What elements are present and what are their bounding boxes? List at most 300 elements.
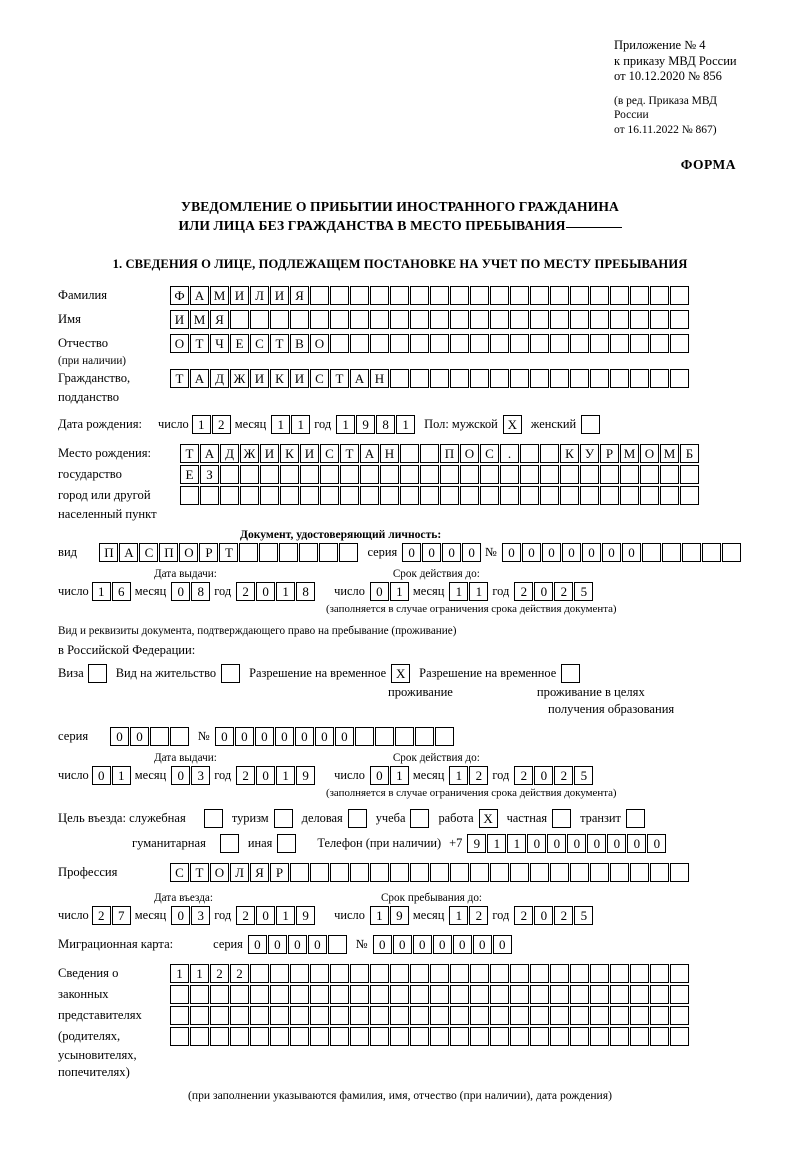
char-box[interactable]: 1 xyxy=(92,582,111,601)
char-box[interactable] xyxy=(220,834,239,853)
char-box[interactable] xyxy=(600,486,619,505)
char-box[interactable]: 9 xyxy=(296,906,315,925)
identity-kind-boxes[interactable] xyxy=(99,543,359,562)
char-box[interactable] xyxy=(400,486,419,505)
char-box[interactable]: 0 xyxy=(622,543,641,562)
char-box[interactable]: 0 xyxy=(370,582,389,601)
char-box[interactable]: А xyxy=(200,444,219,463)
char-box[interactable] xyxy=(259,543,278,562)
char-box[interactable]: 2 xyxy=(554,766,573,785)
identity-valid-month-boxes[interactable] xyxy=(449,582,489,601)
char-box[interactable] xyxy=(330,286,349,305)
char-box[interactable] xyxy=(460,465,479,484)
char-box[interactable] xyxy=(570,369,589,388)
char-box[interactable]: 0 xyxy=(288,935,307,954)
char-box[interactable]: 0 xyxy=(171,582,190,601)
profession-boxes[interactable] xyxy=(170,863,690,882)
char-box[interactable] xyxy=(310,1006,329,1025)
birthplace-boxes-row-3[interactable] xyxy=(180,486,700,505)
char-box[interactable] xyxy=(550,863,569,882)
patronymic-boxes[interactable] xyxy=(170,334,690,353)
char-box[interactable] xyxy=(610,964,629,983)
char-box[interactable] xyxy=(300,465,319,484)
char-box[interactable]: 1 xyxy=(276,766,295,785)
char-box[interactable] xyxy=(500,486,519,505)
char-box[interactable]: 1 xyxy=(271,415,290,434)
char-box[interactable] xyxy=(722,543,741,562)
char-box[interactable]: 1 xyxy=(276,906,295,925)
char-box[interactable] xyxy=(450,1027,469,1046)
char-box[interactable] xyxy=(360,486,379,505)
char-box[interactable] xyxy=(230,310,249,329)
char-box[interactable] xyxy=(630,310,649,329)
char-box[interactable] xyxy=(450,286,469,305)
permit-number-boxes[interactable] xyxy=(215,727,455,746)
char-box[interactable]: М xyxy=(620,444,639,463)
char-box[interactable]: 2 xyxy=(469,766,488,785)
char-box[interactable]: У xyxy=(580,444,599,463)
char-box[interactable]: Н xyxy=(380,444,399,463)
char-box[interactable] xyxy=(662,543,681,562)
char-box[interactable] xyxy=(590,863,609,882)
char-box[interactable]: Б xyxy=(680,444,699,463)
char-box[interactable] xyxy=(221,664,240,683)
char-box[interactable] xyxy=(590,964,609,983)
char-box[interactable]: П xyxy=(440,444,459,463)
char-box[interactable]: К xyxy=(560,444,579,463)
char-box[interactable]: С xyxy=(250,334,269,353)
char-box[interactable]: 0 xyxy=(422,543,441,562)
char-box[interactable]: 0 xyxy=(268,935,287,954)
char-box[interactable]: Я xyxy=(210,310,229,329)
char-box[interactable] xyxy=(510,985,529,1004)
char-box[interactable] xyxy=(460,486,479,505)
char-box[interactable]: 2 xyxy=(212,415,231,434)
char-box[interactable] xyxy=(630,985,649,1004)
char-box[interactable] xyxy=(610,863,629,882)
char-box[interactable] xyxy=(239,543,258,562)
char-box[interactable] xyxy=(570,964,589,983)
char-box[interactable] xyxy=(490,310,509,329)
entry-month-boxes[interactable] xyxy=(171,906,211,925)
char-box[interactable]: И xyxy=(270,286,289,305)
citizenship-boxes[interactable] xyxy=(170,369,690,388)
char-box[interactable]: 9 xyxy=(390,906,409,925)
char-box[interactable]: 0 xyxy=(393,935,412,954)
char-box[interactable] xyxy=(570,863,589,882)
char-box[interactable]: 0 xyxy=(527,834,546,853)
permit-issue-month-boxes[interactable] xyxy=(171,766,211,785)
char-box[interactable]: 2 xyxy=(514,766,533,785)
char-box[interactable]: 0 xyxy=(402,543,421,562)
sex-male-checkbox[interactable] xyxy=(503,415,523,434)
char-box[interactable]: 0 xyxy=(582,543,601,562)
char-box[interactable] xyxy=(220,465,239,484)
char-box[interactable]: 0 xyxy=(562,543,581,562)
representatives-boxes-row-4[interactable] xyxy=(170,1027,690,1046)
purpose-transit-checkbox[interactable] xyxy=(626,809,646,828)
char-box[interactable]: Л xyxy=(250,286,269,305)
char-box[interactable]: 0 xyxy=(256,906,275,925)
char-box[interactable] xyxy=(610,310,629,329)
char-box[interactable] xyxy=(530,369,549,388)
char-box[interactable] xyxy=(330,1006,349,1025)
char-box[interactable] xyxy=(420,465,439,484)
char-box[interactable] xyxy=(630,863,649,882)
char-box[interactable] xyxy=(630,286,649,305)
char-box[interactable] xyxy=(290,1006,309,1025)
char-box[interactable] xyxy=(450,985,469,1004)
char-box[interactable] xyxy=(410,964,429,983)
char-box[interactable] xyxy=(450,334,469,353)
char-box[interactable] xyxy=(530,964,549,983)
char-box[interactable] xyxy=(650,310,669,329)
sex-female-checkbox[interactable] xyxy=(581,415,601,434)
identity-issue-day-boxes[interactable] xyxy=(92,582,132,601)
char-box[interactable] xyxy=(510,286,529,305)
char-box[interactable] xyxy=(350,964,369,983)
char-box[interactable] xyxy=(650,1006,669,1025)
char-box[interactable] xyxy=(520,444,539,463)
char-box[interactable]: К xyxy=(270,369,289,388)
char-box[interactable] xyxy=(530,863,549,882)
char-box[interactable]: 1 xyxy=(449,766,468,785)
char-box[interactable]: Т xyxy=(330,369,349,388)
char-box[interactable] xyxy=(430,334,449,353)
char-box[interactable]: П xyxy=(99,543,118,562)
char-box[interactable]: 0 xyxy=(335,727,354,746)
char-box[interactable]: 0 xyxy=(256,766,275,785)
char-box[interactable] xyxy=(540,465,559,484)
char-box[interactable] xyxy=(370,1027,389,1046)
char-box[interactable] xyxy=(230,985,249,1004)
char-box[interactable]: 1 xyxy=(112,766,131,785)
char-box[interactable] xyxy=(650,286,669,305)
char-box[interactable] xyxy=(240,465,259,484)
char-box[interactable]: 0 xyxy=(308,935,327,954)
char-box[interactable] xyxy=(370,863,389,882)
char-box[interactable]: 5 xyxy=(574,582,593,601)
char-box[interactable] xyxy=(660,486,679,505)
stay-year-boxes[interactable] xyxy=(514,906,594,925)
char-box[interactable] xyxy=(650,334,669,353)
char-box[interactable] xyxy=(390,964,409,983)
char-box[interactable] xyxy=(200,486,219,505)
char-box[interactable] xyxy=(340,465,359,484)
char-box[interactable]: 1 xyxy=(390,766,409,785)
char-box[interactable] xyxy=(670,985,689,1004)
char-box[interactable] xyxy=(350,286,369,305)
char-box[interactable] xyxy=(450,964,469,983)
char-box[interactable] xyxy=(339,543,358,562)
char-box[interactable]: О xyxy=(170,334,189,353)
char-box[interactable]: Р xyxy=(199,543,218,562)
char-box[interactable] xyxy=(330,964,349,983)
char-box[interactable] xyxy=(210,985,229,1004)
char-box[interactable] xyxy=(390,286,409,305)
char-box[interactable]: 2 xyxy=(514,906,533,925)
char-box[interactable] xyxy=(660,465,679,484)
char-box[interactable] xyxy=(440,465,459,484)
identity-series-boxes[interactable] xyxy=(402,543,482,562)
char-box[interactable] xyxy=(300,486,319,505)
char-box[interactable] xyxy=(274,809,293,828)
char-box[interactable] xyxy=(415,727,434,746)
char-box[interactable] xyxy=(540,486,559,505)
char-box[interactable] xyxy=(280,465,299,484)
char-box[interactable]: 0 xyxy=(433,935,452,954)
char-box[interactable] xyxy=(400,444,419,463)
purpose-other-checkbox[interactable] xyxy=(277,834,297,853)
permit-series-boxes[interactable] xyxy=(110,727,190,746)
char-box[interactable]: 1 xyxy=(370,906,389,925)
char-box[interactable] xyxy=(350,1027,369,1046)
char-box[interactable]: 0 xyxy=(534,582,553,601)
char-box[interactable] xyxy=(590,1006,609,1025)
birthplace-boxes-row-2[interactable] xyxy=(180,465,700,484)
char-box[interactable]: 0 xyxy=(493,935,512,954)
char-box[interactable]: Д xyxy=(210,369,229,388)
char-box[interactable] xyxy=(590,985,609,1004)
char-box[interactable]: Я xyxy=(250,863,269,882)
purpose-tourism-checkbox[interactable] xyxy=(274,809,294,828)
char-box[interactable] xyxy=(490,863,509,882)
char-box[interactable] xyxy=(210,1006,229,1025)
char-box[interactable]: 8 xyxy=(296,582,315,601)
char-box[interactable]: Е xyxy=(180,465,199,484)
char-box[interactable]: 0 xyxy=(442,543,461,562)
char-box[interactable] xyxy=(410,369,429,388)
char-box[interactable]: 1 xyxy=(469,582,488,601)
char-box[interactable] xyxy=(310,310,329,329)
char-box[interactable] xyxy=(670,1027,689,1046)
char-box[interactable] xyxy=(350,863,369,882)
stay-month-boxes[interactable] xyxy=(449,906,489,925)
birth-day-boxes[interactable] xyxy=(192,415,232,434)
char-box[interactable] xyxy=(590,286,609,305)
purpose-private-checkbox[interactable] xyxy=(552,809,572,828)
char-box[interactable] xyxy=(170,1027,189,1046)
char-box[interactable]: 1 xyxy=(291,415,310,434)
char-box[interactable] xyxy=(570,286,589,305)
char-box[interactable] xyxy=(340,486,359,505)
char-box[interactable] xyxy=(170,1006,189,1025)
char-box[interactable] xyxy=(470,863,489,882)
char-box[interactable] xyxy=(550,286,569,305)
char-box[interactable]: 6 xyxy=(112,582,131,601)
char-box[interactable] xyxy=(390,1027,409,1046)
char-box[interactable] xyxy=(410,863,429,882)
char-box[interactable]: 9 xyxy=(467,834,486,853)
char-box[interactable]: 0 xyxy=(462,543,481,562)
char-box[interactable]: В xyxy=(290,334,309,353)
char-box[interactable]: 1 xyxy=(396,415,415,434)
char-box[interactable]: 2 xyxy=(236,582,255,601)
char-box[interactable] xyxy=(310,964,329,983)
char-box[interactable] xyxy=(650,369,669,388)
char-box[interactable]: 1 xyxy=(449,582,468,601)
char-box[interactable]: 1 xyxy=(487,834,506,853)
char-box[interactable]: 0 xyxy=(370,766,389,785)
char-box[interactable] xyxy=(470,964,489,983)
char-box[interactable]: X xyxy=(503,415,522,434)
char-box[interactable] xyxy=(390,985,409,1004)
char-box[interactable]: 1 xyxy=(449,906,468,925)
char-box[interactable] xyxy=(190,1006,209,1025)
char-box[interactable] xyxy=(470,310,489,329)
char-box[interactable]: 0 xyxy=(275,727,294,746)
char-box[interactable] xyxy=(280,486,299,505)
entry-year-boxes[interactable] xyxy=(236,906,316,925)
char-box[interactable] xyxy=(490,369,509,388)
char-box[interactable]: М xyxy=(660,444,679,463)
char-box[interactable]: Л xyxy=(230,863,249,882)
char-box[interactable]: 0 xyxy=(522,543,541,562)
char-box[interactable] xyxy=(410,286,429,305)
purpose-work-checkbox[interactable] xyxy=(479,809,499,828)
char-box[interactable]: 0 xyxy=(542,543,561,562)
char-box[interactable]: 2 xyxy=(236,906,255,925)
char-box[interactable]: 0 xyxy=(567,834,586,853)
char-box[interactable] xyxy=(290,1027,309,1046)
char-box[interactable]: Я xyxy=(290,286,309,305)
char-box[interactable] xyxy=(330,863,349,882)
char-box[interactable] xyxy=(277,834,296,853)
char-box[interactable]: 0 xyxy=(453,935,472,954)
permit-issue-year-boxes[interactable] xyxy=(236,766,316,785)
char-box[interactable]: О xyxy=(460,444,479,463)
char-box[interactable] xyxy=(270,1006,289,1025)
char-box[interactable] xyxy=(410,985,429,1004)
char-box[interactable] xyxy=(470,334,489,353)
char-box[interactable] xyxy=(180,486,199,505)
char-box[interactable]: 0 xyxy=(473,935,492,954)
char-box[interactable] xyxy=(204,809,223,828)
entry-day-boxes[interactable] xyxy=(92,906,132,925)
char-box[interactable]: 1 xyxy=(336,415,355,434)
char-box[interactable]: 0 xyxy=(256,582,275,601)
char-box[interactable] xyxy=(430,863,449,882)
char-box[interactable] xyxy=(520,486,539,505)
char-box[interactable]: 0 xyxy=(171,766,190,785)
char-box[interactable] xyxy=(470,1006,489,1025)
char-box[interactable] xyxy=(250,310,269,329)
char-box[interactable]: Т xyxy=(170,369,189,388)
char-box[interactable] xyxy=(170,727,189,746)
char-box[interactable] xyxy=(310,985,329,1004)
char-box[interactable]: 2 xyxy=(469,906,488,925)
char-box[interactable] xyxy=(490,334,509,353)
char-box[interactable] xyxy=(470,369,489,388)
char-box[interactable] xyxy=(630,369,649,388)
char-box[interactable]: 1 xyxy=(507,834,526,853)
char-box[interactable] xyxy=(330,334,349,353)
char-box[interactable] xyxy=(670,286,689,305)
char-box[interactable] xyxy=(480,486,499,505)
char-box[interactable] xyxy=(290,863,309,882)
char-box[interactable]: С xyxy=(139,543,158,562)
char-box[interactable]: 2 xyxy=(554,906,573,925)
char-box[interactable] xyxy=(702,543,721,562)
char-box[interactable] xyxy=(470,286,489,305)
char-box[interactable]: Т xyxy=(180,444,199,463)
char-box[interactable] xyxy=(490,985,509,1004)
char-box[interactable] xyxy=(270,985,289,1004)
char-box[interactable] xyxy=(395,727,414,746)
char-box[interactable]: 0 xyxy=(534,766,553,785)
char-box[interactable] xyxy=(610,1006,629,1025)
char-box[interactable]: 9 xyxy=(356,415,375,434)
char-box[interactable]: Ж xyxy=(230,369,249,388)
char-box[interactable] xyxy=(670,310,689,329)
char-box[interactable] xyxy=(390,310,409,329)
char-box[interactable] xyxy=(430,369,449,388)
char-box[interactable] xyxy=(290,964,309,983)
char-box[interactable] xyxy=(410,334,429,353)
char-box[interactable]: 2 xyxy=(210,964,229,983)
char-box[interactable] xyxy=(510,1027,529,1046)
char-box[interactable] xyxy=(670,369,689,388)
char-box[interactable]: 0 xyxy=(315,727,334,746)
char-box[interactable] xyxy=(680,465,699,484)
char-box[interactable]: Р xyxy=(270,863,289,882)
char-box[interactable] xyxy=(610,334,629,353)
char-box[interactable] xyxy=(500,465,519,484)
char-box[interactable]: 1 xyxy=(190,964,209,983)
char-box[interactable] xyxy=(470,1027,489,1046)
char-box[interactable] xyxy=(550,310,569,329)
char-box[interactable]: Ч xyxy=(210,334,229,353)
char-box[interactable]: Е xyxy=(230,334,249,353)
char-box[interactable] xyxy=(440,486,459,505)
char-box[interactable] xyxy=(390,334,409,353)
char-box[interactable]: 9 xyxy=(296,766,315,785)
char-box[interactable] xyxy=(530,1006,549,1025)
identity-issue-year-boxes[interactable] xyxy=(236,582,316,601)
char-box[interactable] xyxy=(310,1027,329,1046)
char-box[interactable] xyxy=(290,985,309,1004)
char-box[interactable]: 5 xyxy=(574,766,593,785)
char-box[interactable] xyxy=(570,310,589,329)
char-box[interactable] xyxy=(670,863,689,882)
char-box[interactable] xyxy=(650,985,669,1004)
char-box[interactable] xyxy=(552,809,571,828)
char-box[interactable] xyxy=(435,727,454,746)
char-box[interactable] xyxy=(370,334,389,353)
char-box[interactable] xyxy=(430,310,449,329)
char-box[interactable] xyxy=(319,543,338,562)
char-box[interactable]: Н xyxy=(370,369,389,388)
char-box[interactable] xyxy=(150,727,169,746)
char-box[interactable]: А xyxy=(350,369,369,388)
char-box[interactable]: С xyxy=(320,444,339,463)
char-box[interactable] xyxy=(540,444,559,463)
char-box[interactable] xyxy=(279,543,298,562)
char-box[interactable] xyxy=(490,1006,509,1025)
temp-residence-checkbox[interactable] xyxy=(391,664,411,683)
char-box[interactable]: 0 xyxy=(547,834,566,853)
char-box[interactable]: 1 xyxy=(170,964,189,983)
char-box[interactable]: М xyxy=(210,286,229,305)
char-box[interactable]: О xyxy=(210,863,229,882)
char-box[interactable] xyxy=(350,334,369,353)
char-box[interactable] xyxy=(230,1027,249,1046)
char-box[interactable] xyxy=(670,964,689,983)
char-box[interactable] xyxy=(330,985,349,1004)
char-box[interactable]: 1 xyxy=(276,582,295,601)
char-box[interactable] xyxy=(600,465,619,484)
char-box[interactable] xyxy=(530,985,549,1004)
